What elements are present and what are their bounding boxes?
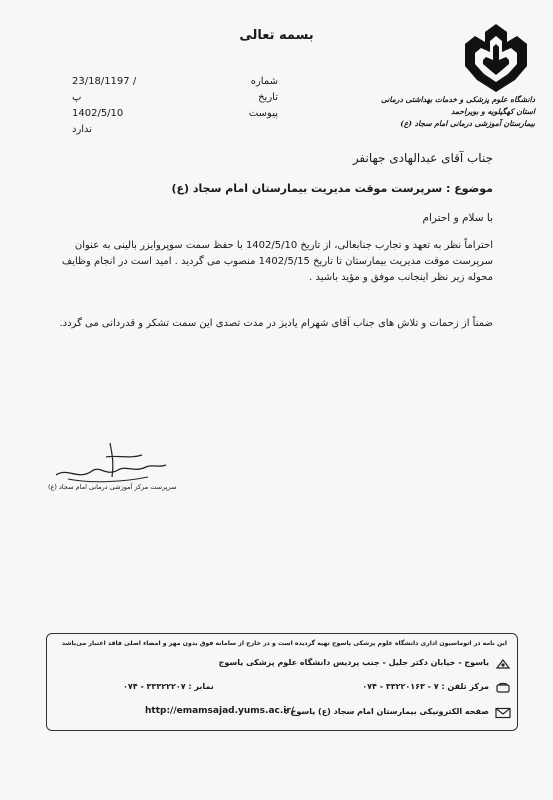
- attachment-value: ندارد: [72, 124, 93, 135]
- basmala-heading: بسمه تعالی: [239, 28, 314, 43]
- footer-validity-note: این نامه در اتوماسیون اداری دانشگاه علوم پزشکی یاسوج تهیه گردیده است و در خارج از سامانه فوق بدون مهر و امضاء اصلی فاقد اعتبار می‌باشد: [61, 640, 507, 647]
- signature-caption: سرپرست مرکز آموزشی درمانی امام سجاد (ع): [48, 483, 177, 491]
- recipient-line: جناب آقای عبدالهادی جهانفر: [352, 151, 493, 165]
- logo-line-hospital: بیمارستان آموزشی درمانی امام سجاد (ع): [400, 119, 535, 128]
- number-value: 23/18/1197 /پ: [72, 76, 137, 103]
- letter-meta-labels: [218, 74, 278, 122]
- university-emblem-icon: [461, 22, 531, 94]
- mail-icon: [495, 707, 511, 719]
- date-label: تاریخ: [258, 92, 278, 103]
- phone-icon: [495, 682, 511, 694]
- greeting-line: با سلام و احترام: [422, 212, 493, 224]
- subject-line: موضوع : سرپرست موقت مدیریت بیمارستان امام سجاد (ع): [171, 182, 493, 195]
- date-value: 1402/5/10: [72, 108, 124, 119]
- footer-address: یاسوج - خیابان دکتر جلیل - جنب پردیس دانشگاه علوم پزشکی یاسوج: [218, 658, 489, 667]
- logo-line-province: استان کهگیلویه و بویراحمد: [451, 107, 535, 116]
- body-paragraph-thanks: ضمناً از زحمات و تلاش های جناب آقای شهرام یادیز در مدت تصدی این سمت تشکر و قدردانی می گردد.: [59, 318, 493, 329]
- number-label: شماره: [250, 76, 278, 87]
- footer-fax: نمابر : ۳۳۳۲۲۲۰۷ - ۰۷۴: [123, 682, 214, 691]
- letter-meta-values: [72, 74, 140, 138]
- footer-website-label: صفحه الکترونیکی بیمارستان امام سجاد (ع) یاسوج :: [284, 707, 489, 716]
- letterhead-footer: [46, 633, 518, 731]
- university-logo-block: [380, 22, 535, 144]
- handwritten-signature: [48, 437, 178, 487]
- body-paragraph-appointment: احتراماً نظر به تعهد و تجارب جنابعالی، از تاریخ 1402/5/10 با حفظ سمت سوپروایزر بالینی به عنوان سرپرست موقت مدیریت بیمارستان تا تاریخ 1402/5/15 منصوب می گردید . امید است در انجام وظایف محوله زیر نظر اینجانب موفق و مؤید باشید .: [61, 240, 493, 283]
- footer-phone: مرکز تلفن : ۷ - ۳۳۲۲۰۱۶۳ - ۰۷۴: [362, 682, 489, 691]
- location-icon: [495, 658, 511, 670]
- attachment-label: پیوست: [248, 108, 278, 119]
- logo-line-university: دانشگاه علوم پزشکی و خدمات بهداشتی درمانی: [380, 95, 535, 104]
- footer-website-link[interactable]: http://emamsajad.yums.ac.ir/: [145, 706, 295, 716]
